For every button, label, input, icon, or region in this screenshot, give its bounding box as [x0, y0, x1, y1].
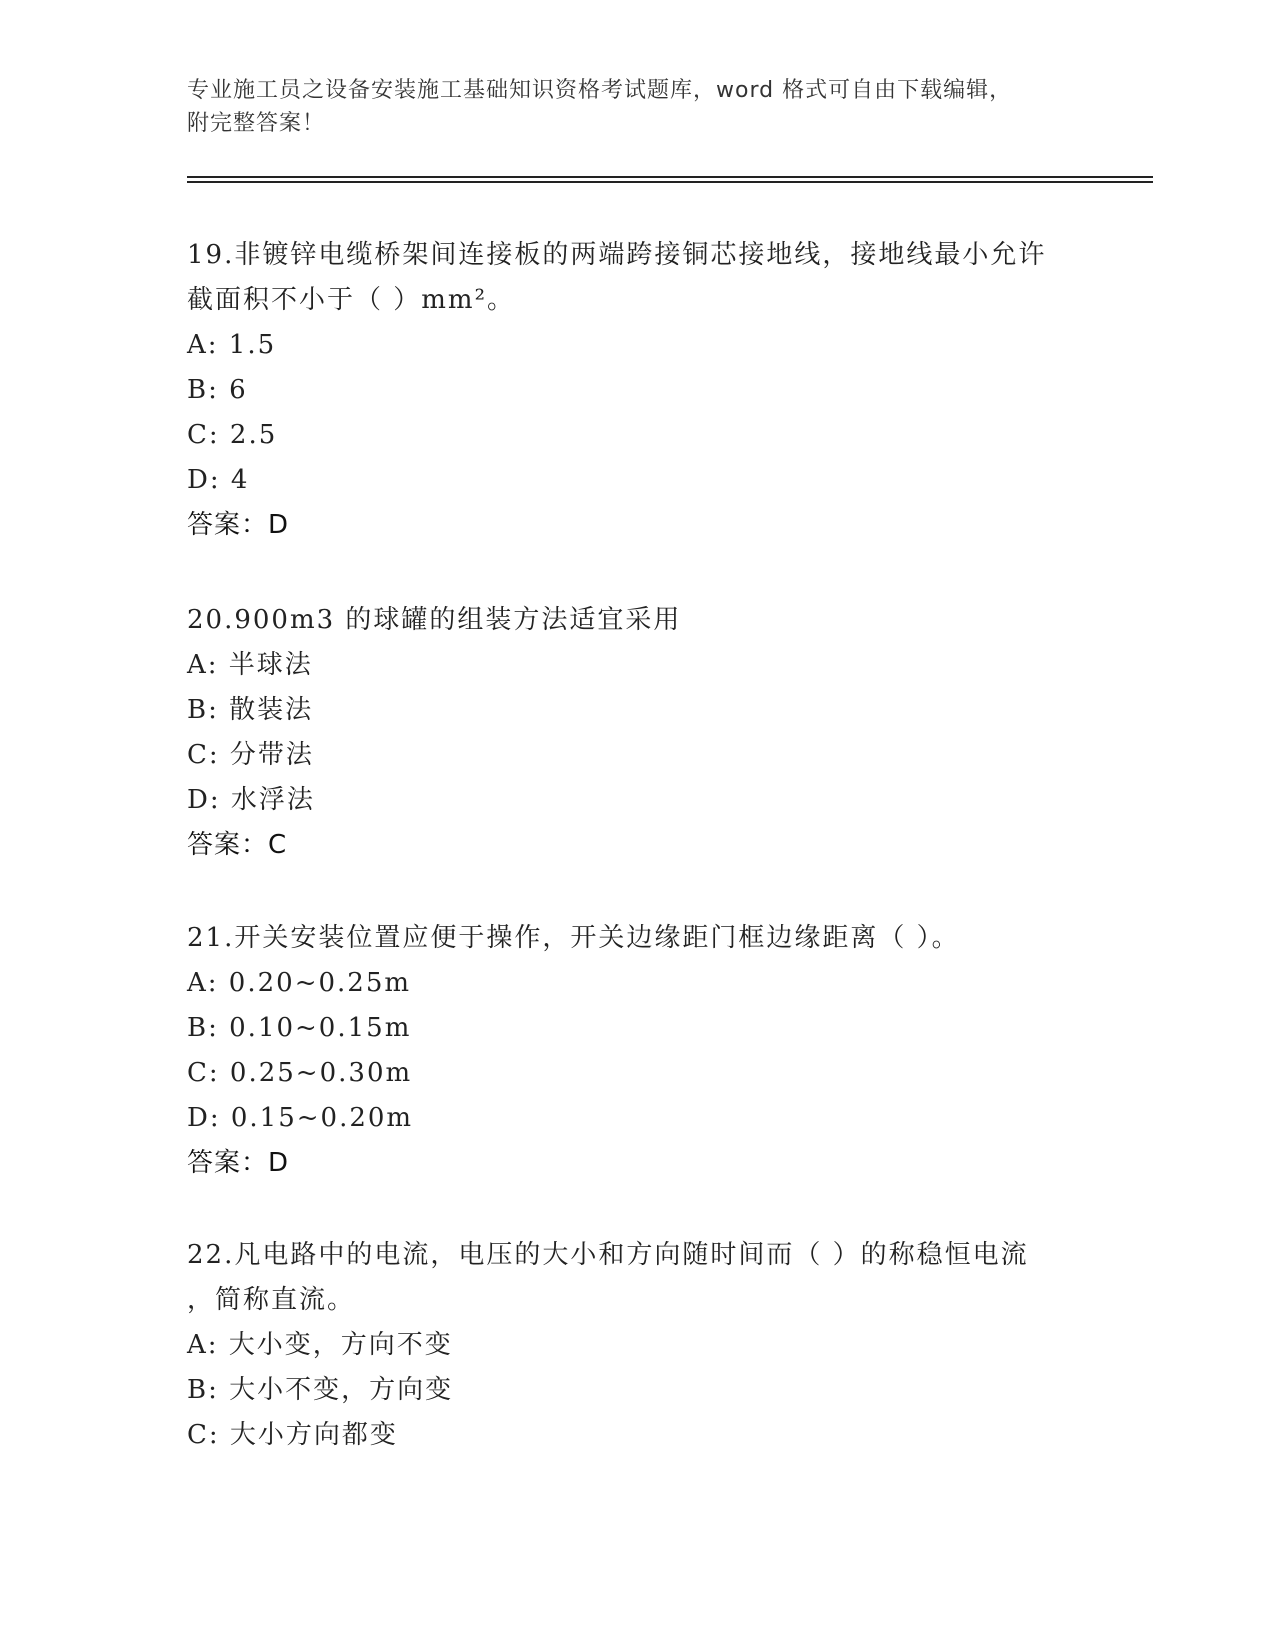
- option-a: A: 0.20~0.25m: [187, 968, 412, 998]
- question-stem-line-2: ，简称直流。: [187, 1285, 356, 1315]
- question-stem-line-1: 20.900m3 的球罐的组装方法适宜采用: [187, 605, 682, 635]
- question-stem: [187, 598, 1087, 643]
- option-b: B: 6: [187, 375, 248, 405]
- answer-label: 答案：D: [187, 1148, 290, 1178]
- question-stem-line-1: 21.开关安装位置应便于操作，开关边缘距门框边缘距离（ ）。: [187, 923, 960, 953]
- option-b: B: 散装法: [187, 695, 314, 725]
- question-stem-line-1: 19.非镀锌电缆桥架间连接板的两端跨接铜芯接地线，接地线最小允许: [187, 240, 1047, 270]
- question-stem: [187, 233, 1087, 323]
- question-stem: [187, 916, 1087, 961]
- option-a: A: 大小变，方向不变: [187, 1330, 453, 1360]
- question-stem: [187, 1233, 1087, 1323]
- header-rule-bottom: [187, 181, 1153, 183]
- answer-label: 答案：D: [187, 510, 290, 540]
- option-c: C: 2.5: [187, 420, 278, 450]
- answer-label: 答案：C: [187, 830, 288, 860]
- option-b: B: 0.10~0.15m: [187, 1013, 412, 1043]
- header-line-2: 附完整答案！: [187, 111, 326, 136]
- option-c: C: 0.25~0.30m: [187, 1058, 413, 1088]
- option-c: C: 分带法: [187, 740, 314, 770]
- option-d: D: 水浮法: [187, 785, 315, 815]
- question-19: [187, 233, 1087, 548]
- question-stem-line-1: 22.凡电路中的电流，电压的大小和方向随时间而（ ）的称稳恒电流: [187, 1240, 1029, 1270]
- question-22: [187, 1233, 1087, 1458]
- option-d: D: 4: [187, 465, 250, 495]
- question-21: [187, 916, 1087, 1186]
- header-rule-top: [187, 176, 1153, 178]
- option-d: D: 0.15~0.20m: [187, 1103, 414, 1133]
- header-line-1: 专业施工员之设备安装施工基础知识资格考试题库，word 格式可自由下载编辑，: [187, 78, 1013, 103]
- document-header: [187, 74, 1087, 140]
- option-a: A: 1.5: [187, 330, 277, 360]
- question-stem-line-2: 截面积不小于（ ）mm²。: [187, 285, 515, 315]
- option-c: C: 大小方向都变: [187, 1420, 398, 1450]
- question-20: [187, 598, 1087, 868]
- option-a: A: 半球法: [187, 650, 313, 680]
- option-b: B: 大小不变，方向变: [187, 1375, 454, 1405]
